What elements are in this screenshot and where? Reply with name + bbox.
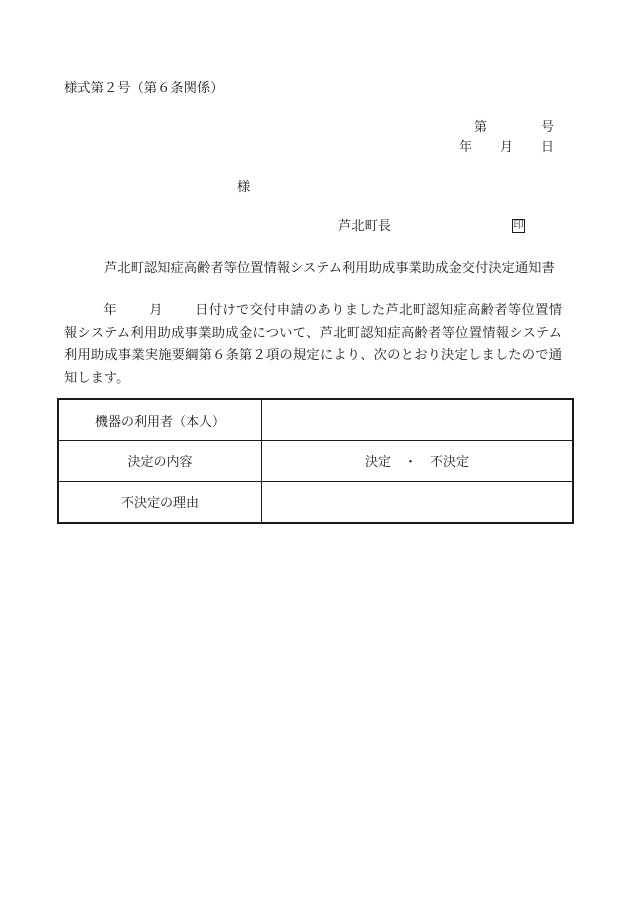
row-label-user: 機器の利用者（本人） — [58, 399, 262, 441]
row-value-reason — [262, 481, 574, 523]
body-month: 月 — [148, 303, 163, 318]
body-year: 年 — [103, 303, 117, 318]
date-line — [459, 141, 554, 154]
issuer-title: 芦北町長 — [338, 219, 392, 234]
table-row — [58, 441, 573, 482]
document-title: 芦北町認知症高齢者等位置情報システム利用助成事業助成金交付決定通知書 — [104, 261, 555, 276]
seal-mark — [512, 219, 525, 233]
date-year: 年 — [459, 140, 473, 155]
number-go: 号 — [541, 120, 555, 135]
table-row — [58, 481, 573, 523]
table-row — [58, 399, 573, 441]
form-id: 様式第２号（第６条関係） — [64, 81, 224, 96]
row-value-decision: 決定 ・ 不決定 — [262, 441, 574, 482]
addressee-suffix: 様 — [237, 180, 251, 195]
number-dai: 第 — [474, 120, 488, 135]
date-month: 月 — [500, 140, 514, 155]
body-paragraph — [64, 300, 562, 390]
number-line — [474, 121, 554, 134]
row-label-reason: 不決定の理由 — [58, 481, 262, 523]
seal-text: 印 — [513, 220, 524, 231]
decision-table — [57, 398, 574, 524]
date-day: 日 — [541, 140, 555, 155]
row-label-decision: 決定の内容 — [58, 441, 262, 482]
body-text: 日付けで交付申請のありました芦北町認知症高齢者等位置情報システム利用助成事業助成金について、芦北町認知症高齢者等位置情報システム利用助成事業実施要綱第６条第２項の規定により、次のとおり決定しましたので通知します。 — [64, 303, 563, 386]
row-value-user — [262, 399, 574, 441]
